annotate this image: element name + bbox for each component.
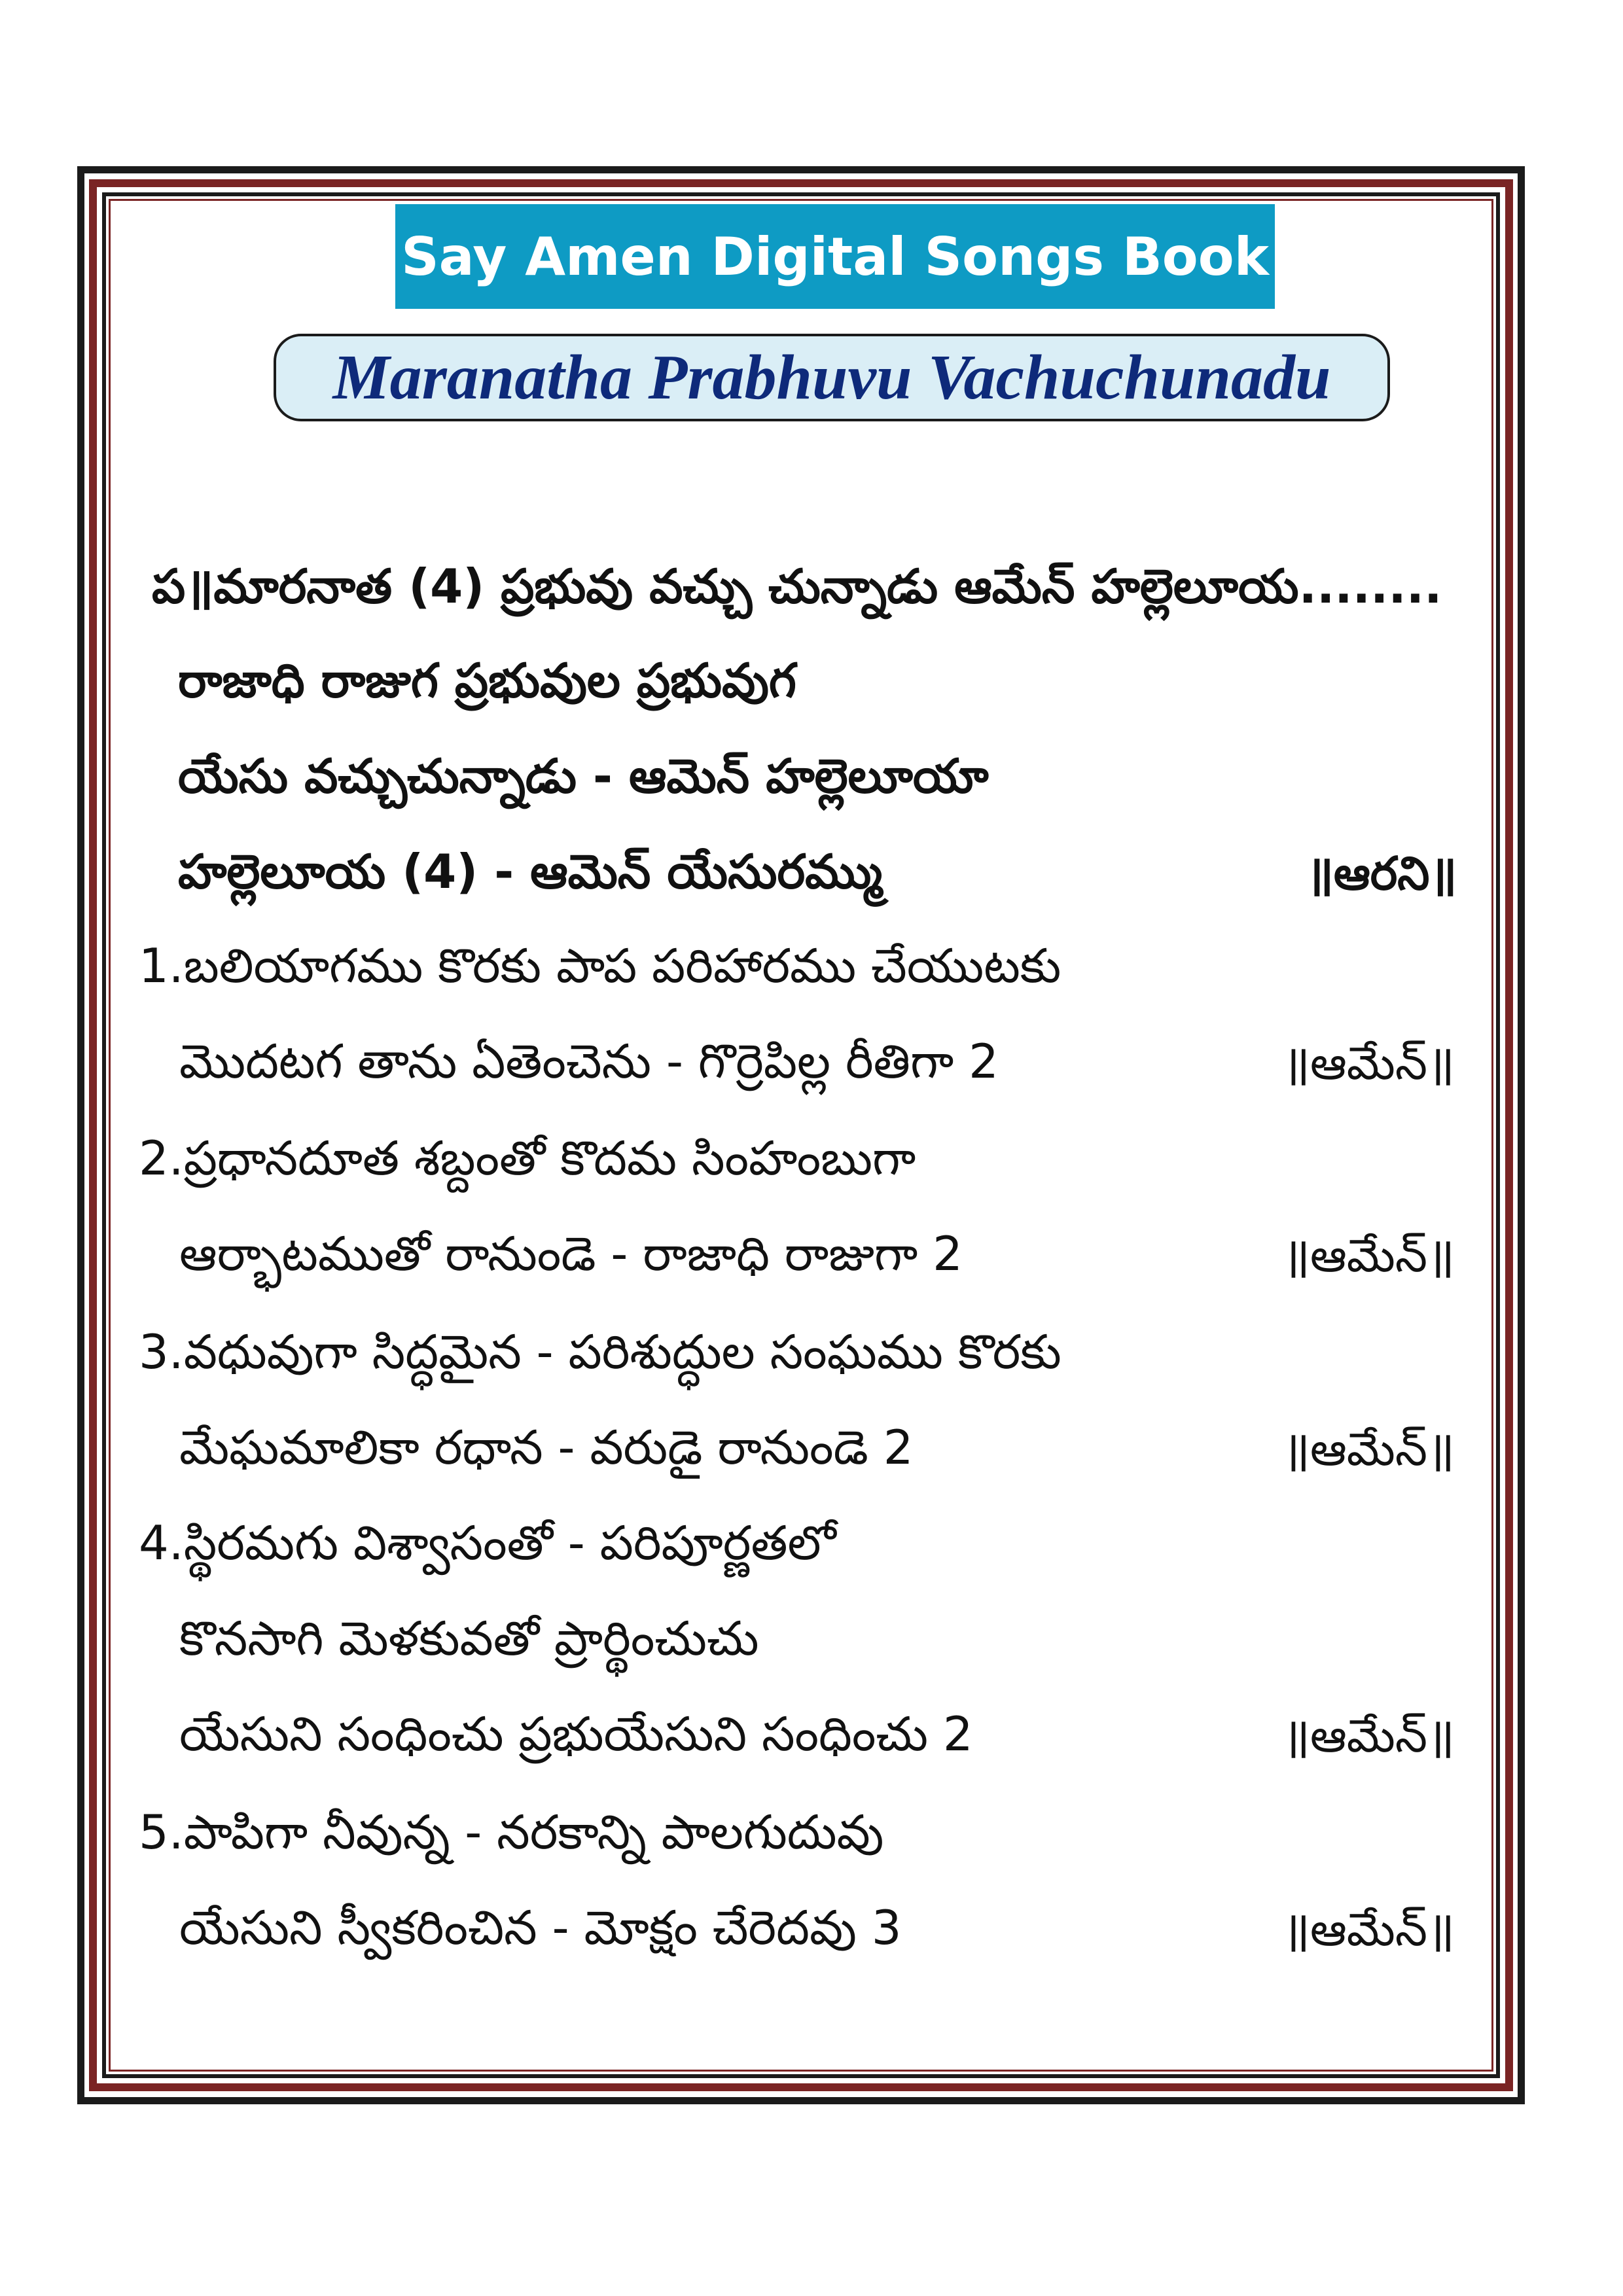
- verse-4-refrain-tag: ॥ఆమేన్॥: [1283, 1709, 1455, 1763]
- song-title-box: [274, 334, 1390, 421]
- verse-2-line-2: ఆర్భాటముతో రానుండె - రాజాధి రాజుగా 2: [179, 1226, 963, 1281]
- verse-1-refrain-tag: ॥ఆమేన్॥: [1283, 1036, 1455, 1090]
- verse-4-line-2: కొనసాగి మెళకువతో ప్రార్థించుచు: [179, 1611, 759, 1666]
- verse-5-refrain-tag: ॥ఆమేన్॥: [1283, 1903, 1455, 1956]
- verse-1-line-1: 1.బలియాగము కొరకు పాప పరిహారము చేయుటకు: [139, 938, 1061, 993]
- chorus-line-2: రాజాధి రాజుగ ప్రభువుల ప్రభువుగ: [178, 653, 796, 708]
- song-title: Maranatha Prabhuvu Vachuchunadu: [332, 342, 1331, 413]
- book-title: Say Amen Digital Songs Book: [401, 226, 1269, 287]
- verse-3-line-2: మేఘమాలికా రధాన - వరుడై రానుండె 2: [179, 1420, 914, 1475]
- chorus-line-3: యేసు వచ్చుచున్నాడు - ఆమెన్ హల్లెలూయా: [178, 749, 989, 804]
- chorus-refrain-tag: ॥ఆరని॥: [1306, 847, 1457, 900]
- verse-5-line-2: యేసుని స్వీకరించిన - మోక్షం చేరెదవు 3: [179, 1900, 902, 1955]
- verse-2-line-1: 2.ప్రధానదూత శబ్దంతో కొదమ సింహంబుగా: [139, 1131, 916, 1186]
- book-title-banner: [395, 204, 1275, 309]
- verse-5-line-1: 5.పాపిగా నీవున్న - నరకాన్ని పాలగుదువు: [139, 1805, 884, 1860]
- verse-1-line-2: మొదటగ తాను ఏతెంచెను - గొర్రెపిల్ల రీతిగా 2: [179, 1034, 999, 1089]
- verse-4-line-3: యేసుని సంధించు ప్రభుయేసుని సంధించు 2: [179, 1706, 973, 1761]
- verse-3-refrain-tag: ॥ఆమేన్॥: [1283, 1422, 1455, 1476]
- verse-4-line-1: 4.స్థిరమగు విశ్వాసంతో - పరిపూర్ణతలో: [139, 1515, 836, 1570]
- chorus-line-4: హల్లెలూయ (4) - ఆమెన్ యేసురమ్ము: [178, 844, 883, 899]
- verse-3-line-1: 3.వధువుగా సిద్ధమైన - పరిశుద్ధుల సంఘము కొరకు: [139, 1324, 1061, 1379]
- verse-2-refrain-tag: ॥ఆమేన్॥: [1283, 1229, 1455, 1282]
- chorus-line-1: ప॥మారనాత (4) ప్రభువు వచ్చు చున్నాడు ఆమేన్ హల్లెలూయ........: [152, 559, 1442, 614]
